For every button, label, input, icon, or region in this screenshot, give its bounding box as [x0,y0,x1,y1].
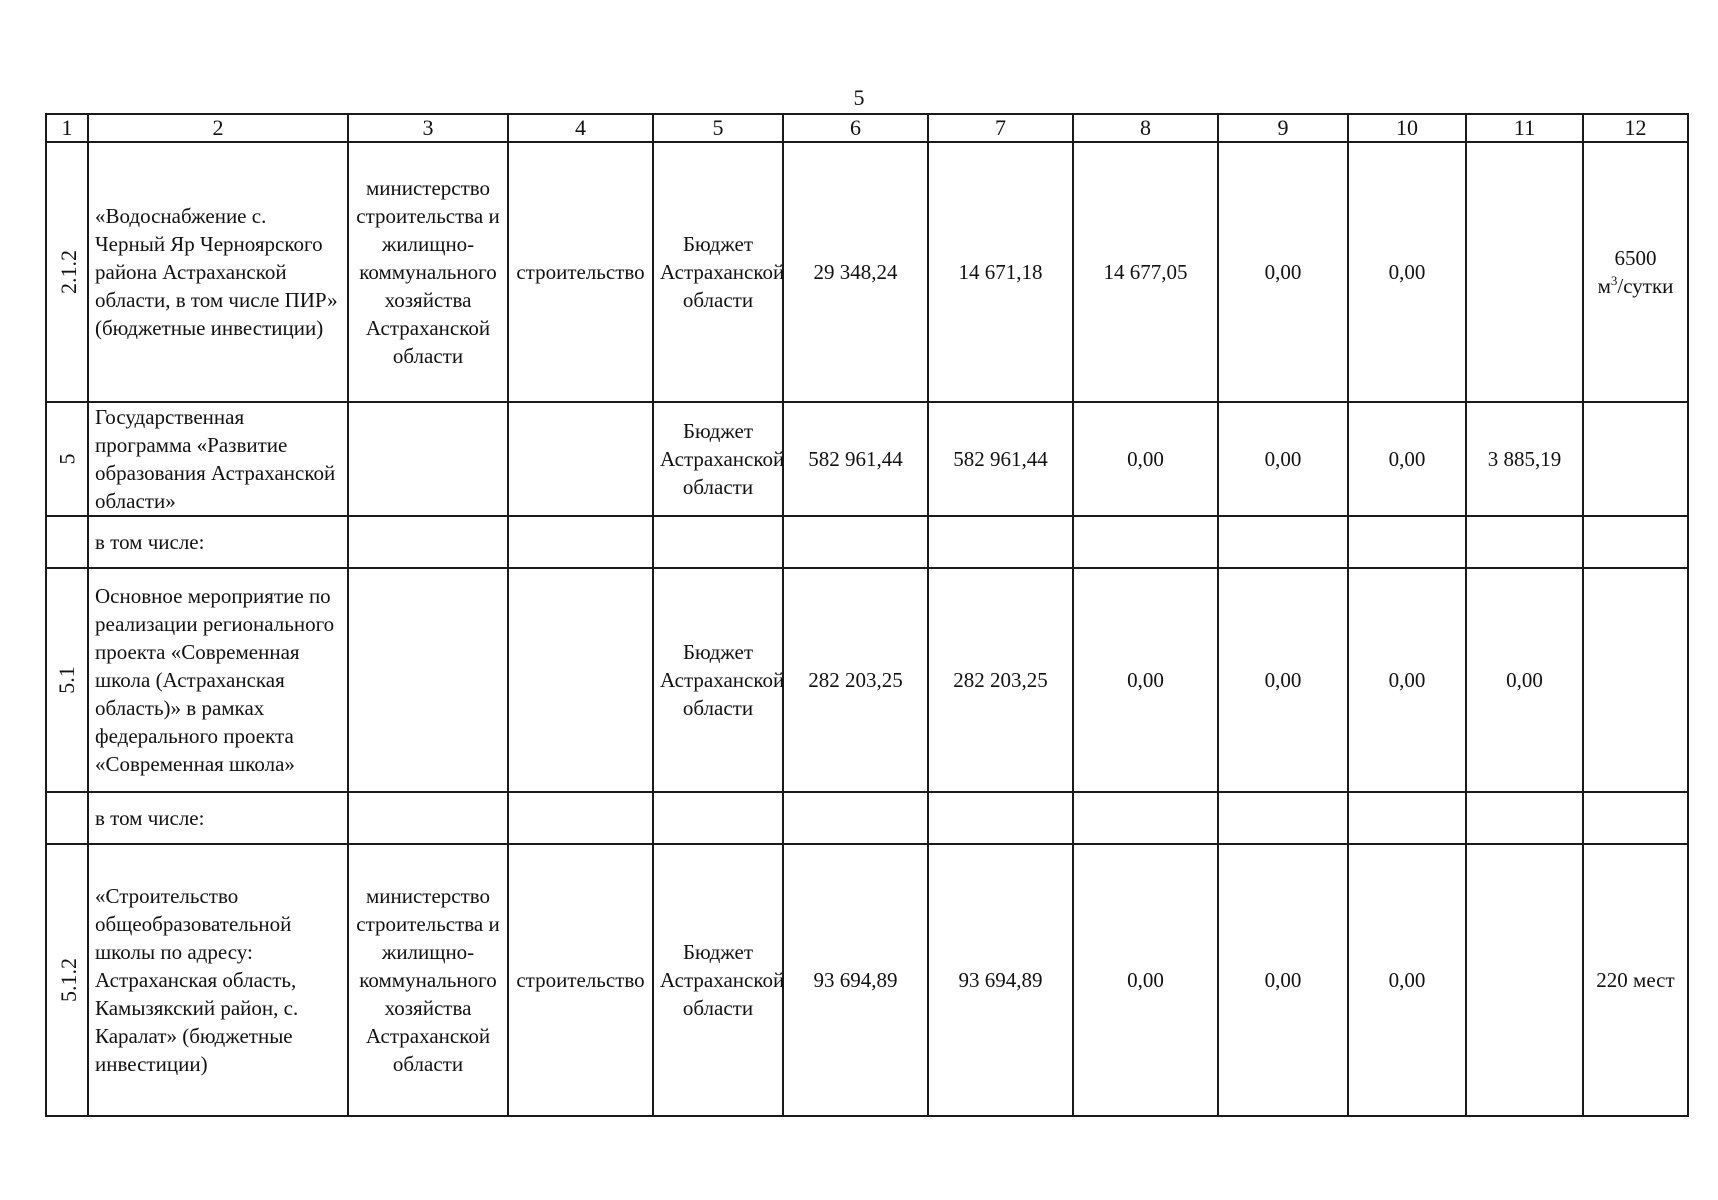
table-row-2-1-2 [46,142,1688,402]
row-col-9: 0,00 [1218,402,1348,516]
capacity-unit [1584,272,1687,300]
row-type [508,402,653,516]
row-col-11 [1466,844,1583,1116]
row-col-12 [1583,568,1688,792]
empty-cell [1348,792,1466,844]
row-col-12: 220 мест [1583,844,1688,1116]
row-col-10: 0,00 [1348,402,1466,516]
row-number [46,516,88,568]
row-col-11: 0,00 [1466,568,1583,792]
empty-cell [783,792,928,844]
row-col-9: 0,00 [1218,844,1348,1116]
row-col-6: 29 348,24 [783,142,928,402]
row-number [46,568,88,792]
table-row-subheading [46,792,1688,844]
row-col-12 [1583,402,1688,516]
row-source: Бюджет Астраханской области [653,142,783,402]
empty-cell [1583,792,1688,844]
row-responsible [348,402,508,516]
row-number [46,792,88,844]
row-responsible: министерство строительства и жилищно-коммунального хозяйства Астраханской области [348,142,508,402]
row-col-7: 282 203,25 [928,568,1073,792]
row-type: строительство [508,844,653,1116]
header-cell-2: 2 [88,114,348,142]
row-col-6: 93 694,89 [783,844,928,1116]
row-number [46,142,88,402]
row-type [508,568,653,792]
budget-table [45,113,1689,1117]
empty-cell [783,516,928,568]
header-cell-7: 7 [928,114,1073,142]
capacity-value: 6500 [1614,246,1657,270]
row-col-11: 3 885,19 [1466,402,1583,516]
empty-cell [928,792,1073,844]
empty-cell [508,516,653,568]
empty-cell [1348,516,1466,568]
row-number [46,844,88,1116]
empty-cell [348,516,508,568]
row-col-9: 0,00 [1218,568,1348,792]
row-number-text: 5.1 [54,666,79,694]
empty-cell [1073,792,1218,844]
row-col-11 [1466,142,1583,402]
row-number [46,402,88,516]
table-row-subheading [46,516,1688,568]
row-number-text: 5.1.2 [56,958,81,1002]
row-col-10: 0,00 [1348,844,1466,1116]
row-name: в том числе: [88,792,348,844]
header-cell-10: 10 [1348,114,1466,142]
row-col-10: 0,00 [1348,568,1466,792]
row-col-9: 0,00 [1218,142,1348,402]
header-cell-4: 4 [508,114,653,142]
header-cell-3: 3 [348,114,508,142]
row-col-8: 14 677,05 [1073,142,1218,402]
empty-cell [928,516,1073,568]
header-cell-11: 11 [1466,114,1583,142]
table-row-5-1-2 [46,844,1688,1116]
row-name: «Строительство общеобразовательной школы по адресу: Астраханская область, Камызякский район, с. Каралат» (бюджетные инвестиции) [88,844,348,1116]
row-source: Бюджет Астраханской области [653,568,783,792]
header-cell-9: 9 [1218,114,1348,142]
empty-cell [653,792,783,844]
row-source: Бюджет Астраханской области [653,402,783,516]
row-number-text: 5 [54,453,79,465]
empty-cell [1073,516,1218,568]
row-col-6: 282 203,25 [783,568,928,792]
empty-cell [508,792,653,844]
row-name: Государственная программа «Развитие образования Астраханской области» [88,402,348,516]
row-col-12 [1583,142,1688,402]
empty-cell [1466,516,1583,568]
row-col-8: 0,00 [1073,844,1218,1116]
empty-cell [1218,516,1348,568]
table-row-5-1 [46,568,1688,792]
row-name: в том числе: [88,516,348,568]
empty-cell [1583,516,1688,568]
row-type: строительство [508,142,653,402]
page-number: 5 [853,85,865,110]
row-col-7: 93 694,89 [928,844,1073,1116]
table-row-5 [46,402,1688,516]
row-col-7: 582 961,44 [928,402,1073,516]
empty-cell [653,516,783,568]
capacity-unit-sup: 3 [1610,273,1618,288]
header-cell-6: 6 [783,114,928,142]
empty-cell [348,792,508,844]
header-cell-12: 12 [1583,114,1688,142]
row-responsible: министерство строительства и жилищно-коммунального хозяйства Астраханской области [348,844,508,1116]
capacity-unit-suffix: /сутки [1617,274,1674,298]
header-cell-5: 5 [653,114,783,142]
row-col-8: 0,00 [1073,568,1218,792]
empty-cell [1218,792,1348,844]
row-name: Основное мероприятие по реализации регионального проекта «Современная школа (Астраханская область)» в рамках федерального проекта «Современная школа» [88,568,348,792]
capacity-unit-prefix: м [1597,274,1611,298]
header-cell-1: 1 [46,114,88,142]
row-number-text: 2.1.2 [56,250,81,294]
row-responsible [348,568,508,792]
header-cell-8: 8 [1073,114,1218,142]
row-col-8: 0,00 [1073,402,1218,516]
row-col-6: 582 961,44 [783,402,928,516]
row-col-7: 14 671,18 [928,142,1073,402]
header-row [46,114,1688,142]
empty-cell [1466,792,1583,844]
row-col-10: 0,00 [1348,142,1466,402]
row-name: «Водоснабжение с. Черный Яр Черноярского района Астраханской области, в том числе ПИР» (бюджетные инвестиции) [88,142,348,402]
row-source: Бюджет Астраханской области [653,844,783,1116]
